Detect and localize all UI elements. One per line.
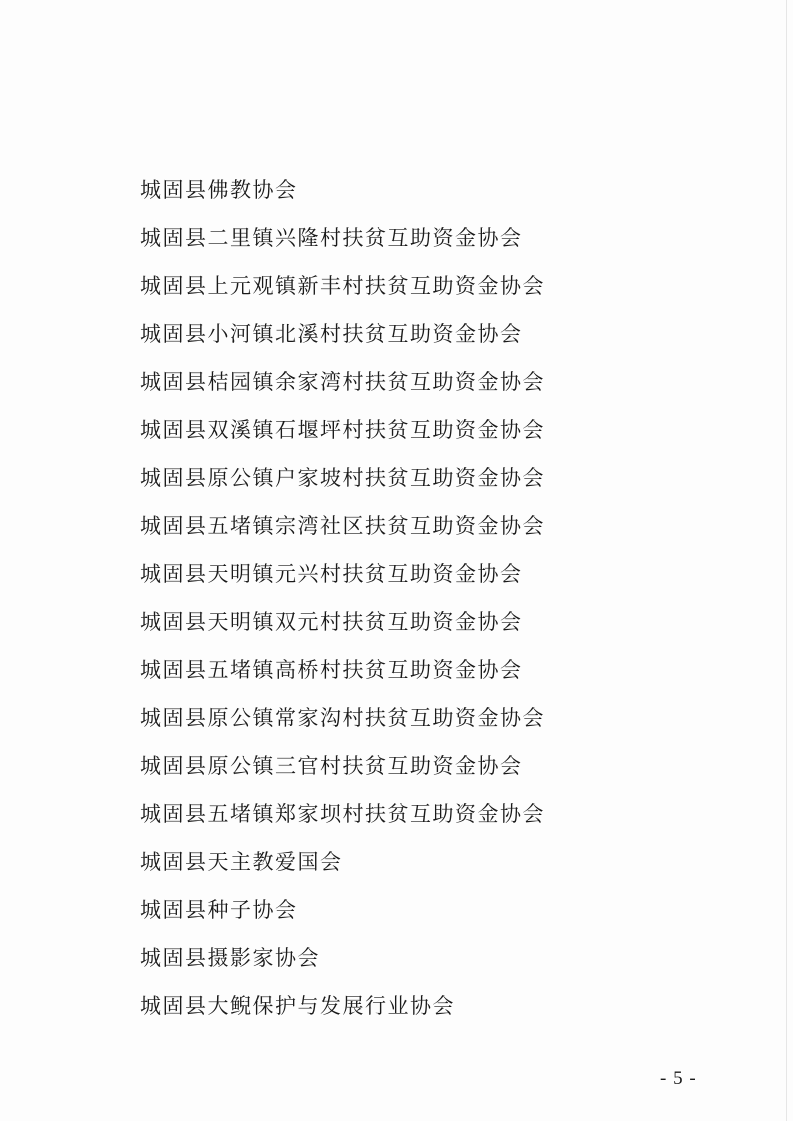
list-item: 城固县上元观镇新丰村扶贫互助资金协会 [140, 274, 545, 298]
list-item: 城固县五堵镇郑家坝村扶贫互助资金协会 [140, 802, 545, 826]
list-item: 城固县原公镇三官村扶贫互助资金协会 [140, 754, 523, 778]
list-item: 城固县种子协会 [140, 898, 298, 922]
list-item: 城固县二里镇兴隆村扶贫互助资金协会 [140, 226, 523, 250]
organization-list [140, 172, 545, 1036]
list-item: 城固县佛教协会 [140, 178, 298, 202]
list-item: 城固县天明镇双元村扶贫互助资金协会 [140, 610, 523, 634]
page-edge-line [786, 0, 787, 1121]
list-item: 城固县五堵镇高桥村扶贫互助资金协会 [140, 658, 523, 682]
list-item: 城固县原公镇户家坡村扶贫互助资金协会 [140, 466, 545, 490]
list-item: 城固县天主教爱国会 [140, 850, 343, 874]
list-item: 城固县原公镇常家沟村扶贫互助资金协会 [140, 706, 545, 730]
page-number: - 5 - [660, 1068, 697, 1089]
list-item: 城固县双溪镇石堰坪村扶贫互助资金协会 [140, 418, 545, 442]
list-item: 城固县小河镇北溪村扶贫互助资金协会 [140, 322, 523, 346]
list-item: 城固县大鲵保护与发展行业协会 [140, 994, 455, 1018]
list-item: 城固县五堵镇宗湾社区扶贫互助资金协会 [140, 514, 545, 538]
list-item: 城固县桔园镇余家湾村扶贫互助资金协会 [140, 370, 545, 394]
list-item: 城固县天明镇元兴村扶贫互助资金协会 [140, 562, 523, 586]
list-item: 城固县摄影家协会 [140, 946, 320, 970]
